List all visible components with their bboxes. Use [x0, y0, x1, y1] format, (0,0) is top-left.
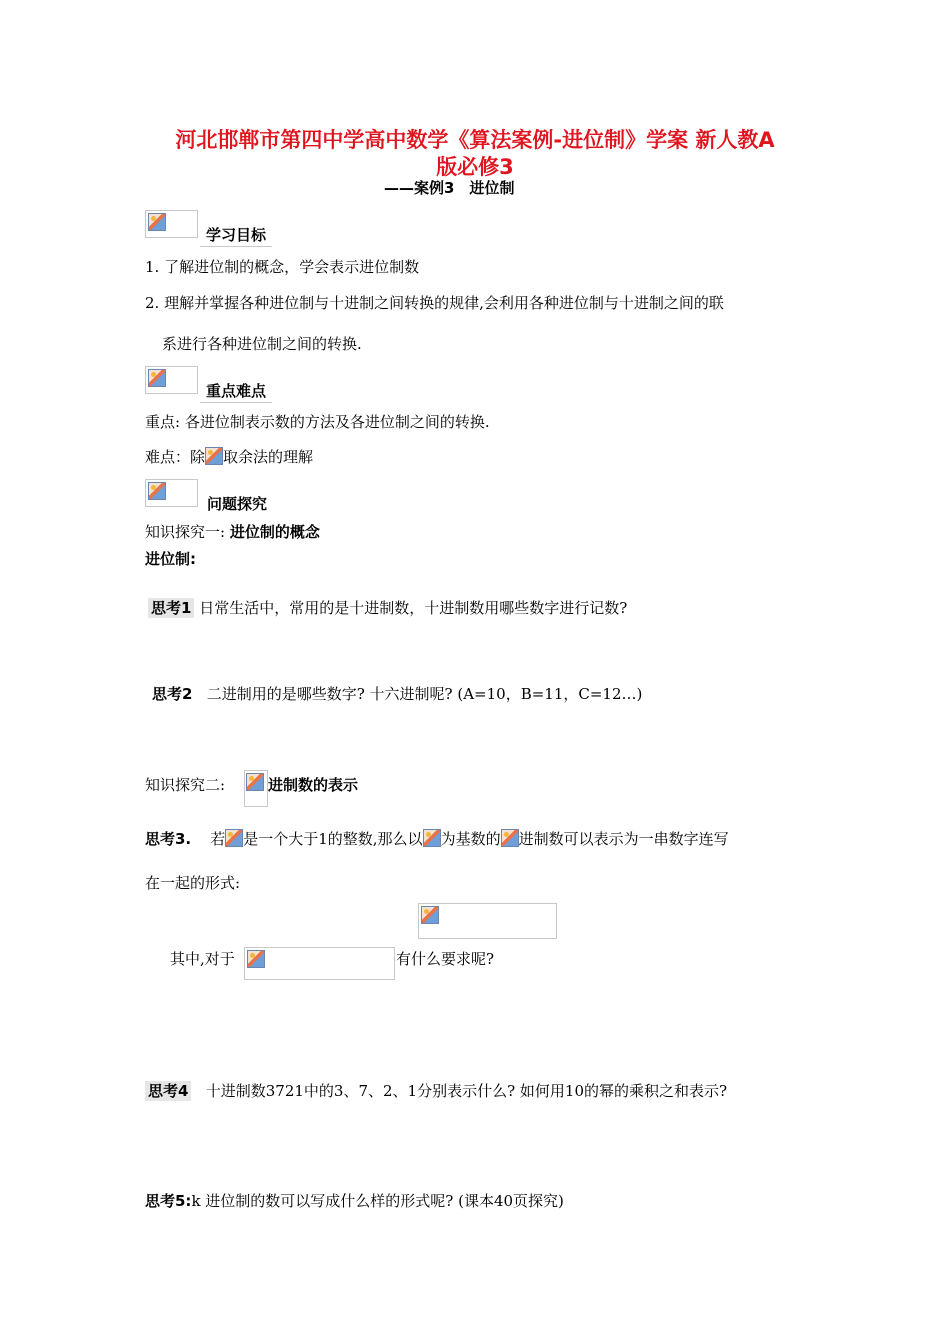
broken-image-icon [145, 366, 198, 394]
explore1 [145, 521, 320, 542]
explore2-title: 进制数的表示 [268, 776, 359, 794]
goal-item-2-cont: 系进行各种进位制之间的转换. [162, 335, 362, 353]
difficulty-suffix: 取余法的理解 [223, 448, 314, 466]
doc-subtitle: ——案例3 进位制 [384, 179, 515, 197]
broken-image-icon [244, 947, 395, 980]
think3-question-suffix: 有什么要求呢? [396, 950, 495, 968]
explore1-title: 进位制的概念 [229, 523, 320, 541]
think3-p2: 是一个大于1的整数,那么以 [243, 830, 423, 848]
doc-title-line2: 版必修3 [436, 155, 514, 179]
think2 [152, 683, 642, 704]
base-label: 进位制: [145, 550, 196, 568]
broken-image-icon [145, 479, 198, 507]
broken-image-icon [501, 829, 519, 847]
explore2-prefix: 知识探究二: [145, 776, 226, 794]
key-point: 重点: 各进位制表示数的方法及各进位制之间的转换. [145, 413, 490, 431]
think3-p1: 若 [210, 830, 226, 848]
explore1-prefix: 知识探究一: [145, 523, 230, 541]
think5-text: k 进位制的数可以写成什么样的形式呢? (课本40页探究) [191, 1192, 564, 1210]
think3-question-prefix: 其中,对于 [170, 950, 235, 968]
think4-label: 思考4 [145, 1081, 191, 1101]
section-heading-goals: 学习目标 [200, 224, 272, 247]
broken-image-icon [244, 770, 268, 807]
goal-item-1: 1. 了解进位制的概念，学会表示进位制数 [145, 258, 420, 276]
think2-label: 思考2 [152, 685, 193, 703]
difficulty-point [145, 446, 313, 467]
section-heading-inquiry: 问题探究 [207, 495, 268, 513]
think2-text: 二进制用的是哪些数字? 十六进制呢? (A=10，B=11，C=12…) [206, 685, 643, 703]
goal-item-2: 2. 理解并掌握各种进位制与十进制之间转换的规律,会利用各种进位制与十进制之间的联 [145, 294, 724, 312]
doc-title-line1: 河北邯郸市第四中学高中数学《算法案例-进位制》学案 新人教A [175, 128, 775, 152]
explore2 [145, 774, 225, 795]
broken-image-icon [205, 447, 223, 465]
section-heading-key: 重点难点 [200, 380, 272, 403]
think1-label: 思考1 [148, 598, 194, 618]
difficulty-prefix: 难点：除 [145, 448, 206, 466]
think3-line2: 在一起的形式: [145, 874, 241, 892]
think5 [145, 1190, 564, 1211]
think3-p4: 进制数可以表示为一串数字连写 [518, 830, 729, 848]
broken-image-icon [423, 829, 441, 847]
think3 [145, 828, 729, 849]
think5-label: 思考5: [145, 1192, 192, 1210]
think4-text: 十进制数3721中的3、7、2、1分别表示什么? 如何用10的幂的乘积之和表示? [205, 1082, 728, 1100]
think4 [145, 1080, 727, 1101]
broken-image-icon [225, 829, 243, 847]
think3-label: 思考3. [145, 830, 192, 848]
think3-p3: 为基数的 [440, 830, 501, 848]
broken-image-icon [145, 210, 198, 238]
broken-image-icon [418, 903, 557, 939]
think1-text: 日常生活中，常用的是十进制数，十进制数用哪些数字进行记数? [199, 599, 628, 617]
think1 [148, 597, 627, 618]
